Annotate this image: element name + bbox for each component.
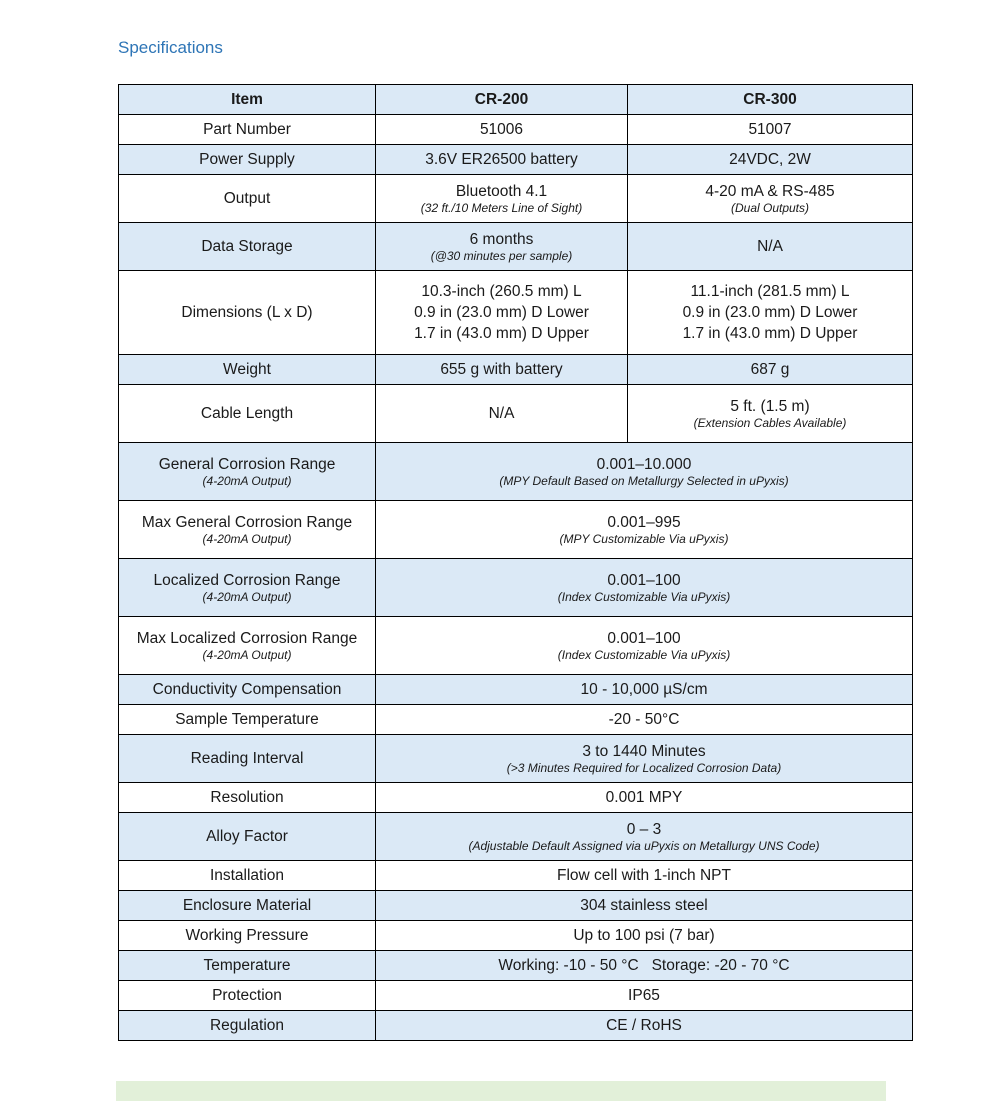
shared-value-note: (Index Customizable Via uPyxis) [557,589,731,604]
shared-value-text: 0.001–100 [607,629,681,647]
table-row [119,501,913,559]
table-row [119,175,913,223]
shared-value [376,617,913,675]
cr-300-line: 5 ft. (1.5 m) [730,397,810,415]
table-row [119,617,913,675]
table-row [119,355,913,385]
row-label [119,617,376,675]
table-row [119,271,913,355]
cr-300-line: 0.9 in (23.0 mm) D Lower [682,304,858,321]
cr-300-value [628,175,913,223]
cr-200-line: Bluetooth 4.1 [455,182,548,200]
shared-value-text: 0.001–100 [607,571,681,589]
shared-value [376,443,913,501]
shared-value [376,559,913,617]
row-label: Part Number [119,115,376,145]
row-label [119,443,376,501]
row-label: Resolution [119,783,376,813]
cr-300-value [628,271,913,355]
cr-300-line: 1.7 in (43.0 mm) D Upper [682,325,858,342]
row-label [119,501,376,559]
table-row [119,145,913,175]
shared-value-text: 0 – 3 [626,820,662,838]
shared-value: -20 - 50°C [376,705,913,735]
row-label-note: (4-20mA Output) [202,647,292,662]
cr-300-value: 687 g [628,355,913,385]
cr-300-value: N/A [628,223,913,271]
header-cr-300: CR-300 [628,85,913,115]
table-row [119,891,913,921]
row-label-note: (4-20mA Output) [202,589,292,604]
shared-value: 0.001 MPY [376,783,913,813]
shared-value-note: (MPY Customizable Via uPyxis) [559,531,729,546]
row-label: Working Pressure [119,921,376,951]
cr-300-value: 24VDC, 2W [628,145,913,175]
cr-200-value: 3.6V ER26500 battery [376,145,628,175]
table-row [119,951,913,981]
cr-200-note: (32 ft./10 Meters Line of Sight) [420,200,583,215]
row-label-note: (4-20mA Output) [202,531,292,546]
table-row [119,675,913,705]
table-row [119,981,913,1011]
row-label: Reading Interval [119,735,376,783]
cr-200-value: 51006 [376,115,628,145]
cr-200-line: 10.3-inch (260.5 mm) L [421,283,582,300]
cr-300-value [628,385,913,443]
shared-value: Working: -10 - 50 °C Storage: -20 - 70 °C [376,951,913,981]
row-label: Conductivity Compensation [119,675,376,705]
cr-300-line: 11.1-inch (281.5 mm) L [690,283,850,300]
shared-value: CE / RoHS [376,1011,913,1041]
shared-value: 304 stainless steel [376,891,913,921]
row-label: Dimensions (L x D) [119,271,376,355]
shared-value [376,813,913,861]
row-label: Data Storage [119,223,376,271]
table-row [119,783,913,813]
shared-value [376,735,913,783]
table-row [119,1011,913,1041]
table-row [119,705,913,735]
cr-200-value [376,175,628,223]
specifications-table [118,84,913,1041]
row-label [119,559,376,617]
table-row [119,921,913,951]
cr-300-note: (Dual Outputs) [730,200,810,215]
cr-200-value: 655 g with battery [376,355,628,385]
table-header-row [119,85,913,115]
page-title: Specifications [118,38,223,57]
row-label-note: (4-20mA Output) [202,473,292,488]
shared-value [376,501,913,559]
cr-200-value [376,223,628,271]
shared-value: 10 - 10,000 µS/cm [376,675,913,705]
row-label: Output [119,175,376,223]
header-item: Item [119,85,376,115]
table-row [119,559,913,617]
shared-value-note: (>3 Minutes Required for Localized Corrosion Data) [506,760,782,775]
table-row [119,735,913,783]
cr-200-line: 0.9 in (23.0 mm) D Lower [414,304,589,321]
row-label: Alloy Factor [119,813,376,861]
row-label: Temperature [119,951,376,981]
row-label: Sample Temperature [119,705,376,735]
row-label-text: Max General Corrosion Range [141,513,353,531]
row-label: Enclosure Material [119,891,376,921]
shared-value-text: 3 to 1440 Minutes [582,742,706,760]
row-label: Weight [119,355,376,385]
shared-value-note: (Adjustable Default Assigned via uPyxis on Metallurgy UNS Code) [468,838,820,853]
cr-200-note: (@30 minutes per sample) [430,248,573,263]
table-row [119,385,913,443]
shared-value: Up to 100 psi (7 bar) [376,921,913,951]
cr-200-line: 6 months [469,230,534,248]
row-label: Installation [119,861,376,891]
header-cr-200: CR-200 [376,85,628,115]
shared-value-text: 0.001–995 [607,513,681,531]
shared-value-text: 0.001–10.000 [596,455,692,473]
cr-300-line: 4-20 mA & RS-485 [705,182,835,200]
row-label-text: General Corrosion Range [158,455,336,473]
table-row [119,115,913,145]
table-row [119,443,913,501]
table-row [119,813,913,861]
row-label-text: Max Localized Corrosion Range [136,629,358,647]
cr-200-value [376,271,628,355]
table-row [119,223,913,271]
shared-value: IP65 [376,981,913,1011]
shared-value-note: (Index Customizable Via uPyxis) [557,647,731,662]
shared-value-note: (MPY Default Based on Metallurgy Selected in uPyxis) [499,473,789,488]
row-label: Protection [119,981,376,1011]
row-label: Cable Length [119,385,376,443]
table-row [119,861,913,891]
cr-200-value: N/A [376,385,628,443]
footer-band [116,1081,886,1101]
row-label: Regulation [119,1011,376,1041]
row-label: Power Supply [119,145,376,175]
cr-300-value: 51007 [628,115,913,145]
cr-300-note: (Extension Cables Available) [693,415,847,430]
row-label-text: Localized Corrosion Range [153,571,341,589]
shared-value: Flow cell with 1-inch NPT [376,861,913,891]
cr-200-line: 1.7 in (43.0 mm) D Upper [414,325,589,342]
